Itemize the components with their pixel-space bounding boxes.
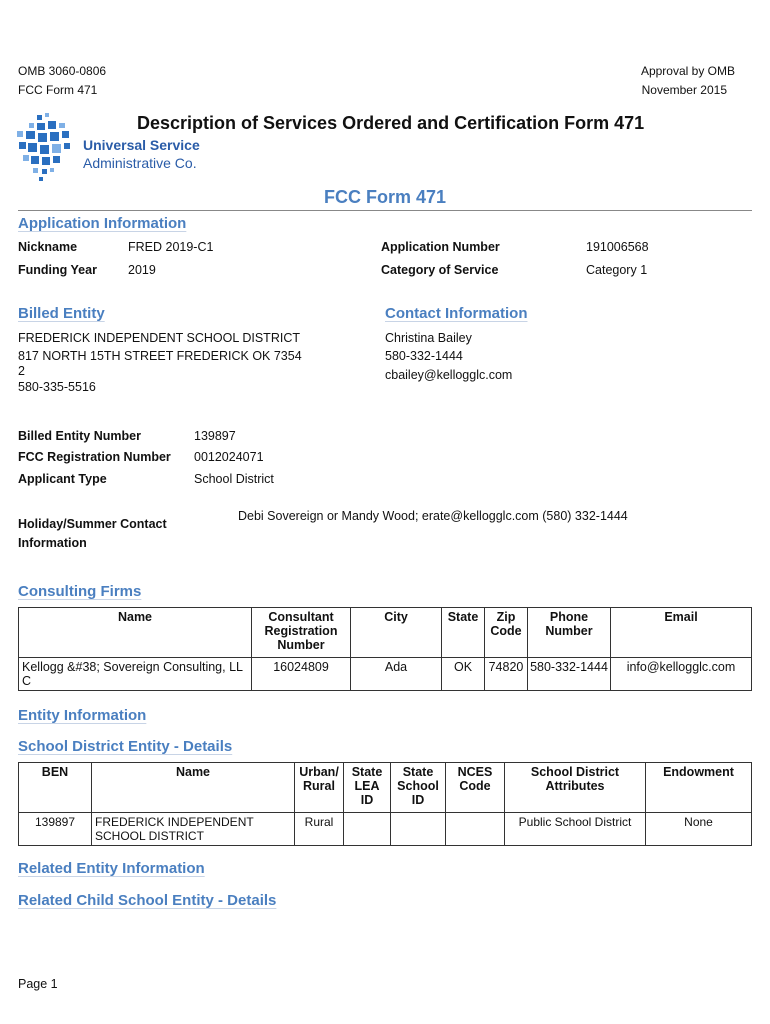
holiday-contact-label: Holiday/Summer Contact (18, 517, 167, 531)
category-label: Category of Service (381, 263, 499, 277)
funding-year-label: Funding Year (18, 263, 97, 277)
ben-value: 139897 (194, 429, 236, 443)
divider (18, 210, 752, 211)
application-info-heading: Application Information (18, 215, 187, 232)
omb-number: OMB 3060-0806 (18, 64, 107, 78)
logo-line2: Administrative Co. (83, 155, 197, 171)
col-phone: Phone Number (528, 608, 611, 658)
form-subtitle: FCC Form 471 (323, 187, 447, 207)
entity-attributes: Public School District (505, 813, 646, 846)
col-school-id: State School ID (391, 763, 446, 813)
table-header-row (19, 608, 752, 658)
col-lea-id: State LEA ID (344, 763, 391, 813)
holiday-contact-label-cont: Information (18, 536, 87, 550)
applicant-type-value: School District (194, 472, 274, 486)
firm-phone: 580-332-1444 (528, 658, 611, 691)
billed-entity-phone: 580-335-5516 (18, 380, 96, 394)
consulting-firms-heading: Consulting Firms (18, 583, 142, 600)
fcc-registration-label: FCC Registration Number (18, 450, 171, 464)
firm-name: Kellogg &#38; Sovereign Consulting, LL C (19, 658, 252, 691)
form-title: Description of Services Ordered and Certification Form 471 (137, 113, 645, 133)
related-child-heading: Related Child School Entity - Details (18, 892, 277, 909)
entity-info-heading: Entity Information (18, 707, 147, 724)
col-name: Name (19, 608, 252, 658)
billed-entity-address: 817 NORTH 15TH STREET FREDERICK OK 7354 (18, 349, 302, 363)
entity-urban-rural: Rural (295, 813, 344, 846)
nickname-value: FRED 2019-C1 (128, 240, 214, 254)
firm-city: Ada (351, 658, 442, 691)
table-header-row (19, 763, 752, 813)
holiday-contact-value: Debi Sovereign or Mandy Wood; erate@kellogglc.com (580) 332-1444 (238, 509, 628, 523)
contact-name: Christina Bailey (385, 331, 472, 345)
col-email: Email (611, 608, 752, 658)
contact-info-heading: Contact Information (385, 305, 528, 322)
entity-name: FREDERICK INDEPENDENT SCHOOL DISTRICT (92, 813, 295, 846)
application-number-label: Application Number (381, 240, 500, 254)
col-nces: NCES Code (446, 763, 505, 813)
entity-ben: 139897 (19, 813, 92, 846)
firm-zip: 74820 (485, 658, 528, 691)
contact-email: cbailey@kellogglc.com (385, 368, 513, 382)
application-number-value: 191006568 (586, 240, 649, 254)
billed-entity-name: FREDERICK INDEPENDENT SCHOOL DISTRICT (18, 331, 300, 345)
table-row (19, 813, 752, 846)
related-entity-heading: Related Entity Information (18, 860, 205, 877)
col-ben: BEN (19, 763, 92, 813)
omb-approval-date: November 2015 (641, 83, 727, 97)
col-registration: Consultant Registration Number (252, 608, 351, 658)
funding-year-value: 2019 (128, 263, 156, 277)
page-number: Page 1 (18, 977, 58, 991)
col-state: State (442, 608, 485, 658)
firm-state: OK (442, 658, 485, 691)
category-value: Category 1 (586, 263, 648, 277)
fcc-registration-value: 0012024071 (194, 450, 264, 464)
firm-email: info@kellogglc.com (611, 658, 752, 691)
omb-approval: Approval by OMB (640, 64, 735, 78)
col-zip: Zip Code (485, 608, 528, 658)
nickname-label: Nickname (18, 240, 78, 254)
billed-entity-address-cont: 2 (18, 364, 25, 378)
contact-phone: 580-332-1444 (385, 349, 463, 363)
entity-lea-id (344, 813, 391, 846)
school-district-table (18, 762, 752, 846)
applicant-type-label: Applicant Type (18, 472, 107, 486)
col-entity-name: Name (92, 763, 295, 813)
col-urban-rural: Urban/ Rural (295, 763, 344, 813)
form-number: FCC Form 471 (18, 83, 98, 97)
consulting-firms-table (18, 607, 752, 691)
billed-entity-heading: Billed Entity (18, 305, 105, 322)
col-city: City (351, 608, 442, 658)
entity-endowment: None (646, 813, 752, 846)
entity-nces (446, 813, 505, 846)
col-attributes: School District Attributes (505, 763, 646, 813)
entity-school-id (391, 813, 446, 846)
table-row (19, 658, 752, 691)
col-endowment: Endowment (646, 763, 752, 813)
logo-line1: Universal Service (83, 137, 200, 153)
firm-registration: 16024809 (252, 658, 351, 691)
ben-label: Billed Entity Number (18, 429, 141, 443)
school-district-heading: School District Entity - Details (18, 738, 233, 755)
usac-logo-icon (15, 113, 85, 185)
